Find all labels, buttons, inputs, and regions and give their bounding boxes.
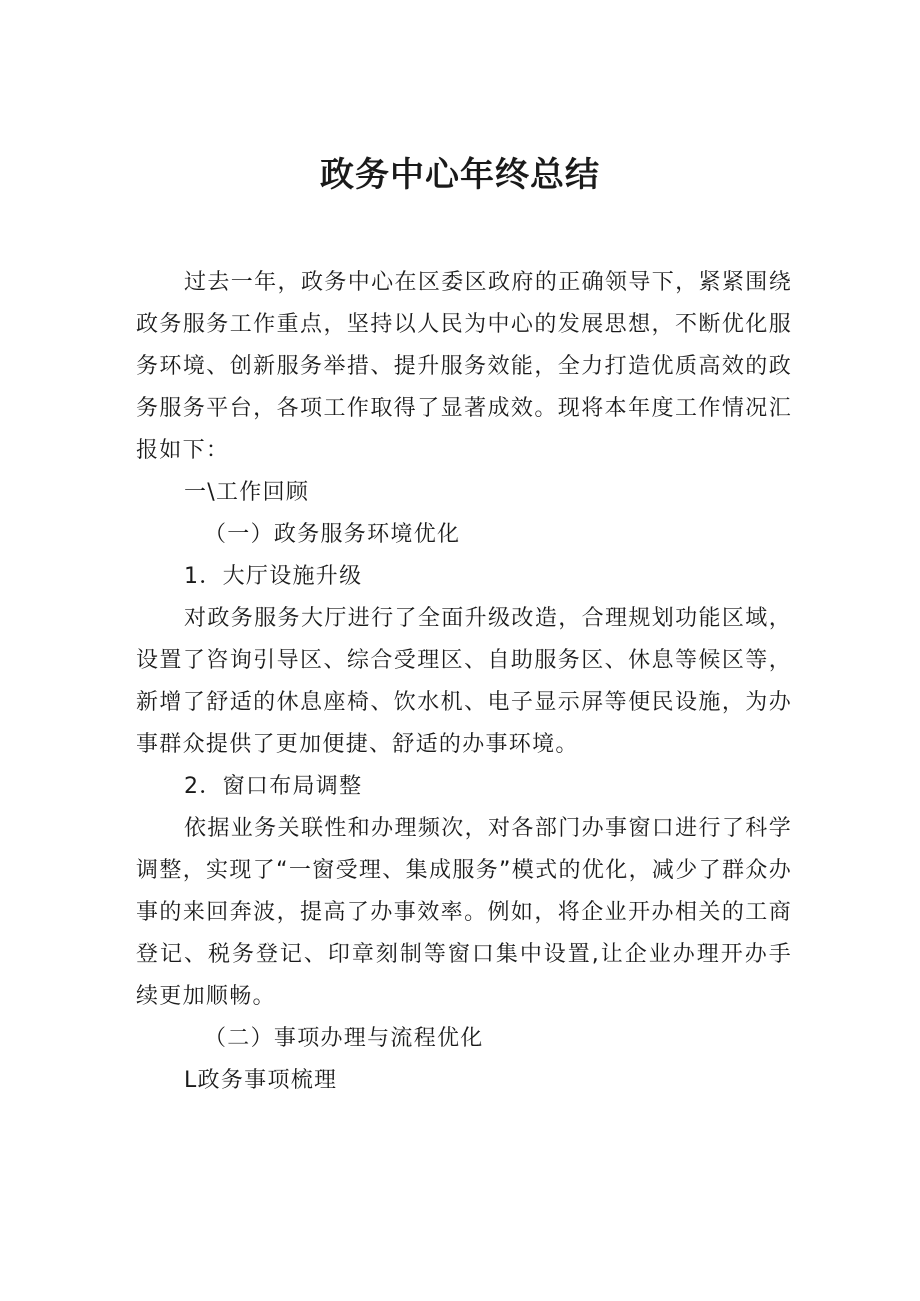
item-heading-matters-sorting: L政务事项梳理	[184, 1068, 338, 1093]
subsection-heading-environment: （一）政务服务环境优化	[204, 522, 461, 547]
document-body	[136, 262, 792, 1102]
window-layout-paragraph: 依据业务关联性和办理频次，对各部门办事窗口进行了科学调整，实现了“一窗受理、集成服务”模式的优化，减少了群众办事的来回奔波，提高了办事效率。例如，将企业开办相关的工商登记、税务登记、印章刻制等窗口集中设置,让企业办理开办手续更加顺畅。	[136, 816, 792, 1009]
subsection-heading-process: （二）事项办理与流程优化	[204, 1026, 484, 1051]
intro-paragraph: 过去一年，政务中心在区委区政府的正确领导下，紧紧围绕政务服务工作重点，坚持以人民为中心的发展思想，不断优化服务环境、创新服务举措、提升服务效能，全力打造优质高效的政务服务平台，各项工作取得了显著成效。现将本年度工作情况汇报如下：	[136, 270, 792, 463]
item-heading-hall-facilities: 1．大厅设施升级	[184, 564, 363, 589]
document-title: 政务中心年终总结	[320, 155, 600, 195]
hall-facilities-paragraph: 对政务服务大厅进行了全面升级改造，合理规划功能区域，设置了咨询引导区、综合受理区、自助服务区、休息等候区等，新增了舒适的休息座椅、饮水机、电子显示屏等便民设施，为办事群众提供了更加便捷、舒适的办事环境。	[136, 606, 792, 757]
section-heading-work-review: 一\工作回顾	[184, 480, 310, 505]
item-heading-window-layout: 2．窗口布局调整	[184, 774, 363, 799]
